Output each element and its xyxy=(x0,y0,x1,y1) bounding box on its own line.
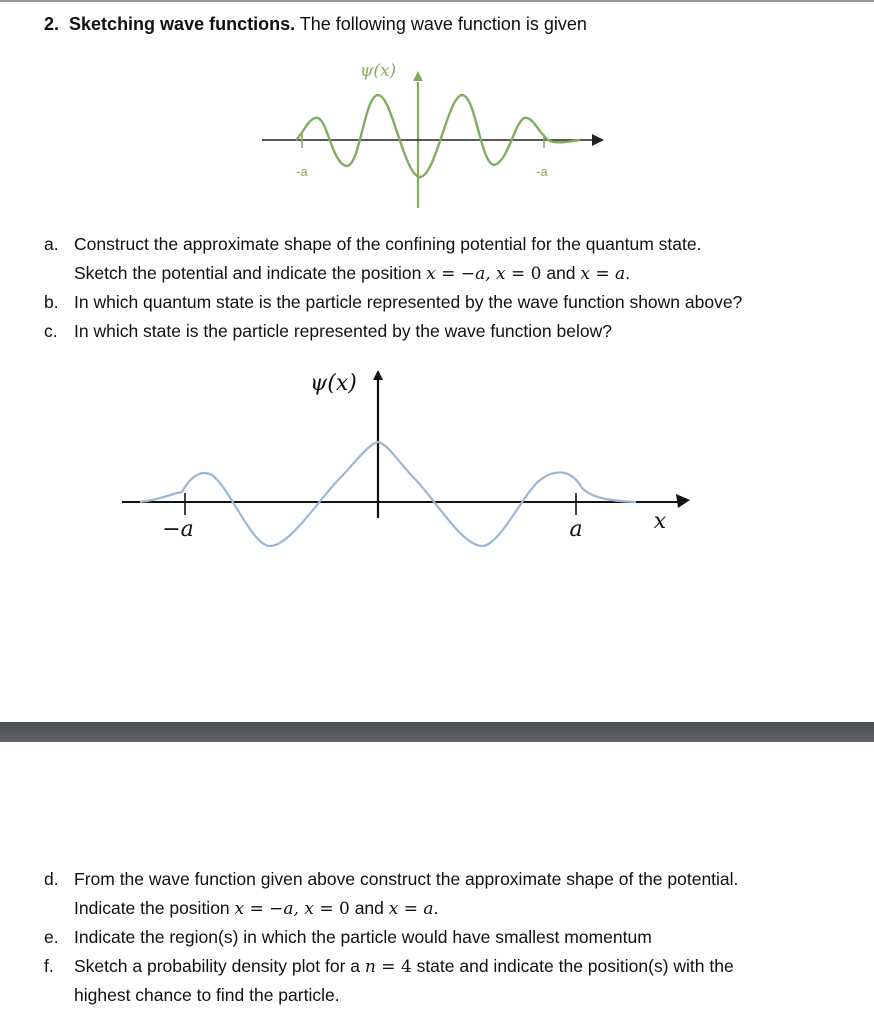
part-c-text: In which state is the particle represented by the wave function below? xyxy=(74,321,612,341)
part-a-math1: x = −a, x = xyxy=(426,264,531,284)
part-d-math2: x = a xyxy=(388,899,434,919)
question-number: 2. xyxy=(44,14,60,34)
fig2-xlabel: x xyxy=(653,509,667,534)
fig1-ylabel: ψ(x) xyxy=(360,61,397,81)
part-c-label: c. xyxy=(44,321,58,341)
part-f-four: 4 xyxy=(400,957,412,977)
part-d-line1: From the wave function given above construct the approximate shape of the potential. xyxy=(74,869,739,889)
part-b-text: In which quantum state is the particle represented by the wave function shown above? xyxy=(74,292,743,312)
fig2-tick-right-label: a xyxy=(569,517,583,542)
part-d-zero: 0 xyxy=(339,899,350,919)
fig2-x-arrow xyxy=(676,494,690,508)
top-rule xyxy=(0,0,874,2)
question-intro: The following wave function is given xyxy=(299,14,587,34)
fig1-tick-left-label: -a xyxy=(296,164,308,179)
fig1-x-arrow xyxy=(592,134,604,146)
fig1-tick-right-label: -a xyxy=(536,164,548,179)
part-a-math2: x = a xyxy=(580,264,626,284)
fig2-tick-left-label: −a xyxy=(162,517,194,542)
part-f-math: n = xyxy=(364,957,401,977)
part-f-text-pre: Sketch a probability density plot for a xyxy=(74,956,365,976)
part-a-line2-text: Sketch the potential and indicate the position xyxy=(74,263,427,283)
fig2-wave-curve xyxy=(140,442,636,546)
figure-2-wavefunction xyxy=(0,360,874,560)
part-f-line2-text: highest chance to find the particle. xyxy=(74,985,340,1005)
part-f-text-post: state and indicate the position(s) with the xyxy=(411,956,734,976)
part-a-label: a. xyxy=(44,234,59,254)
fig2-y-arrow xyxy=(373,370,383,380)
question-title xyxy=(44,14,587,35)
part-b-label: b. xyxy=(44,292,59,312)
part-d-line2-text: Indicate the position xyxy=(74,898,235,918)
part-d-math1: x = −a, x = xyxy=(234,899,339,919)
part-e-label: e. xyxy=(44,927,59,947)
part-a-zero: 0 xyxy=(530,264,542,284)
question-heading: Sketching wave functions. xyxy=(69,14,296,34)
fig2-ylabel: ψ(x) xyxy=(310,371,357,396)
section-divider xyxy=(0,722,874,742)
part-d-and: and xyxy=(349,898,389,918)
part-e-text: Indicate the region(s) in which the particle would have smallest momentum xyxy=(74,927,652,947)
part-a-and: and xyxy=(541,263,581,283)
part-a-line1: Construct the approximate shape of the confining potential for the quantum state. xyxy=(74,234,702,254)
part-d-end: . xyxy=(433,898,439,918)
part-d-label: d. xyxy=(44,869,59,889)
part-a-end: . xyxy=(625,263,631,283)
fig1-y-arrow xyxy=(413,71,423,81)
part-f-label: f. xyxy=(44,956,54,976)
